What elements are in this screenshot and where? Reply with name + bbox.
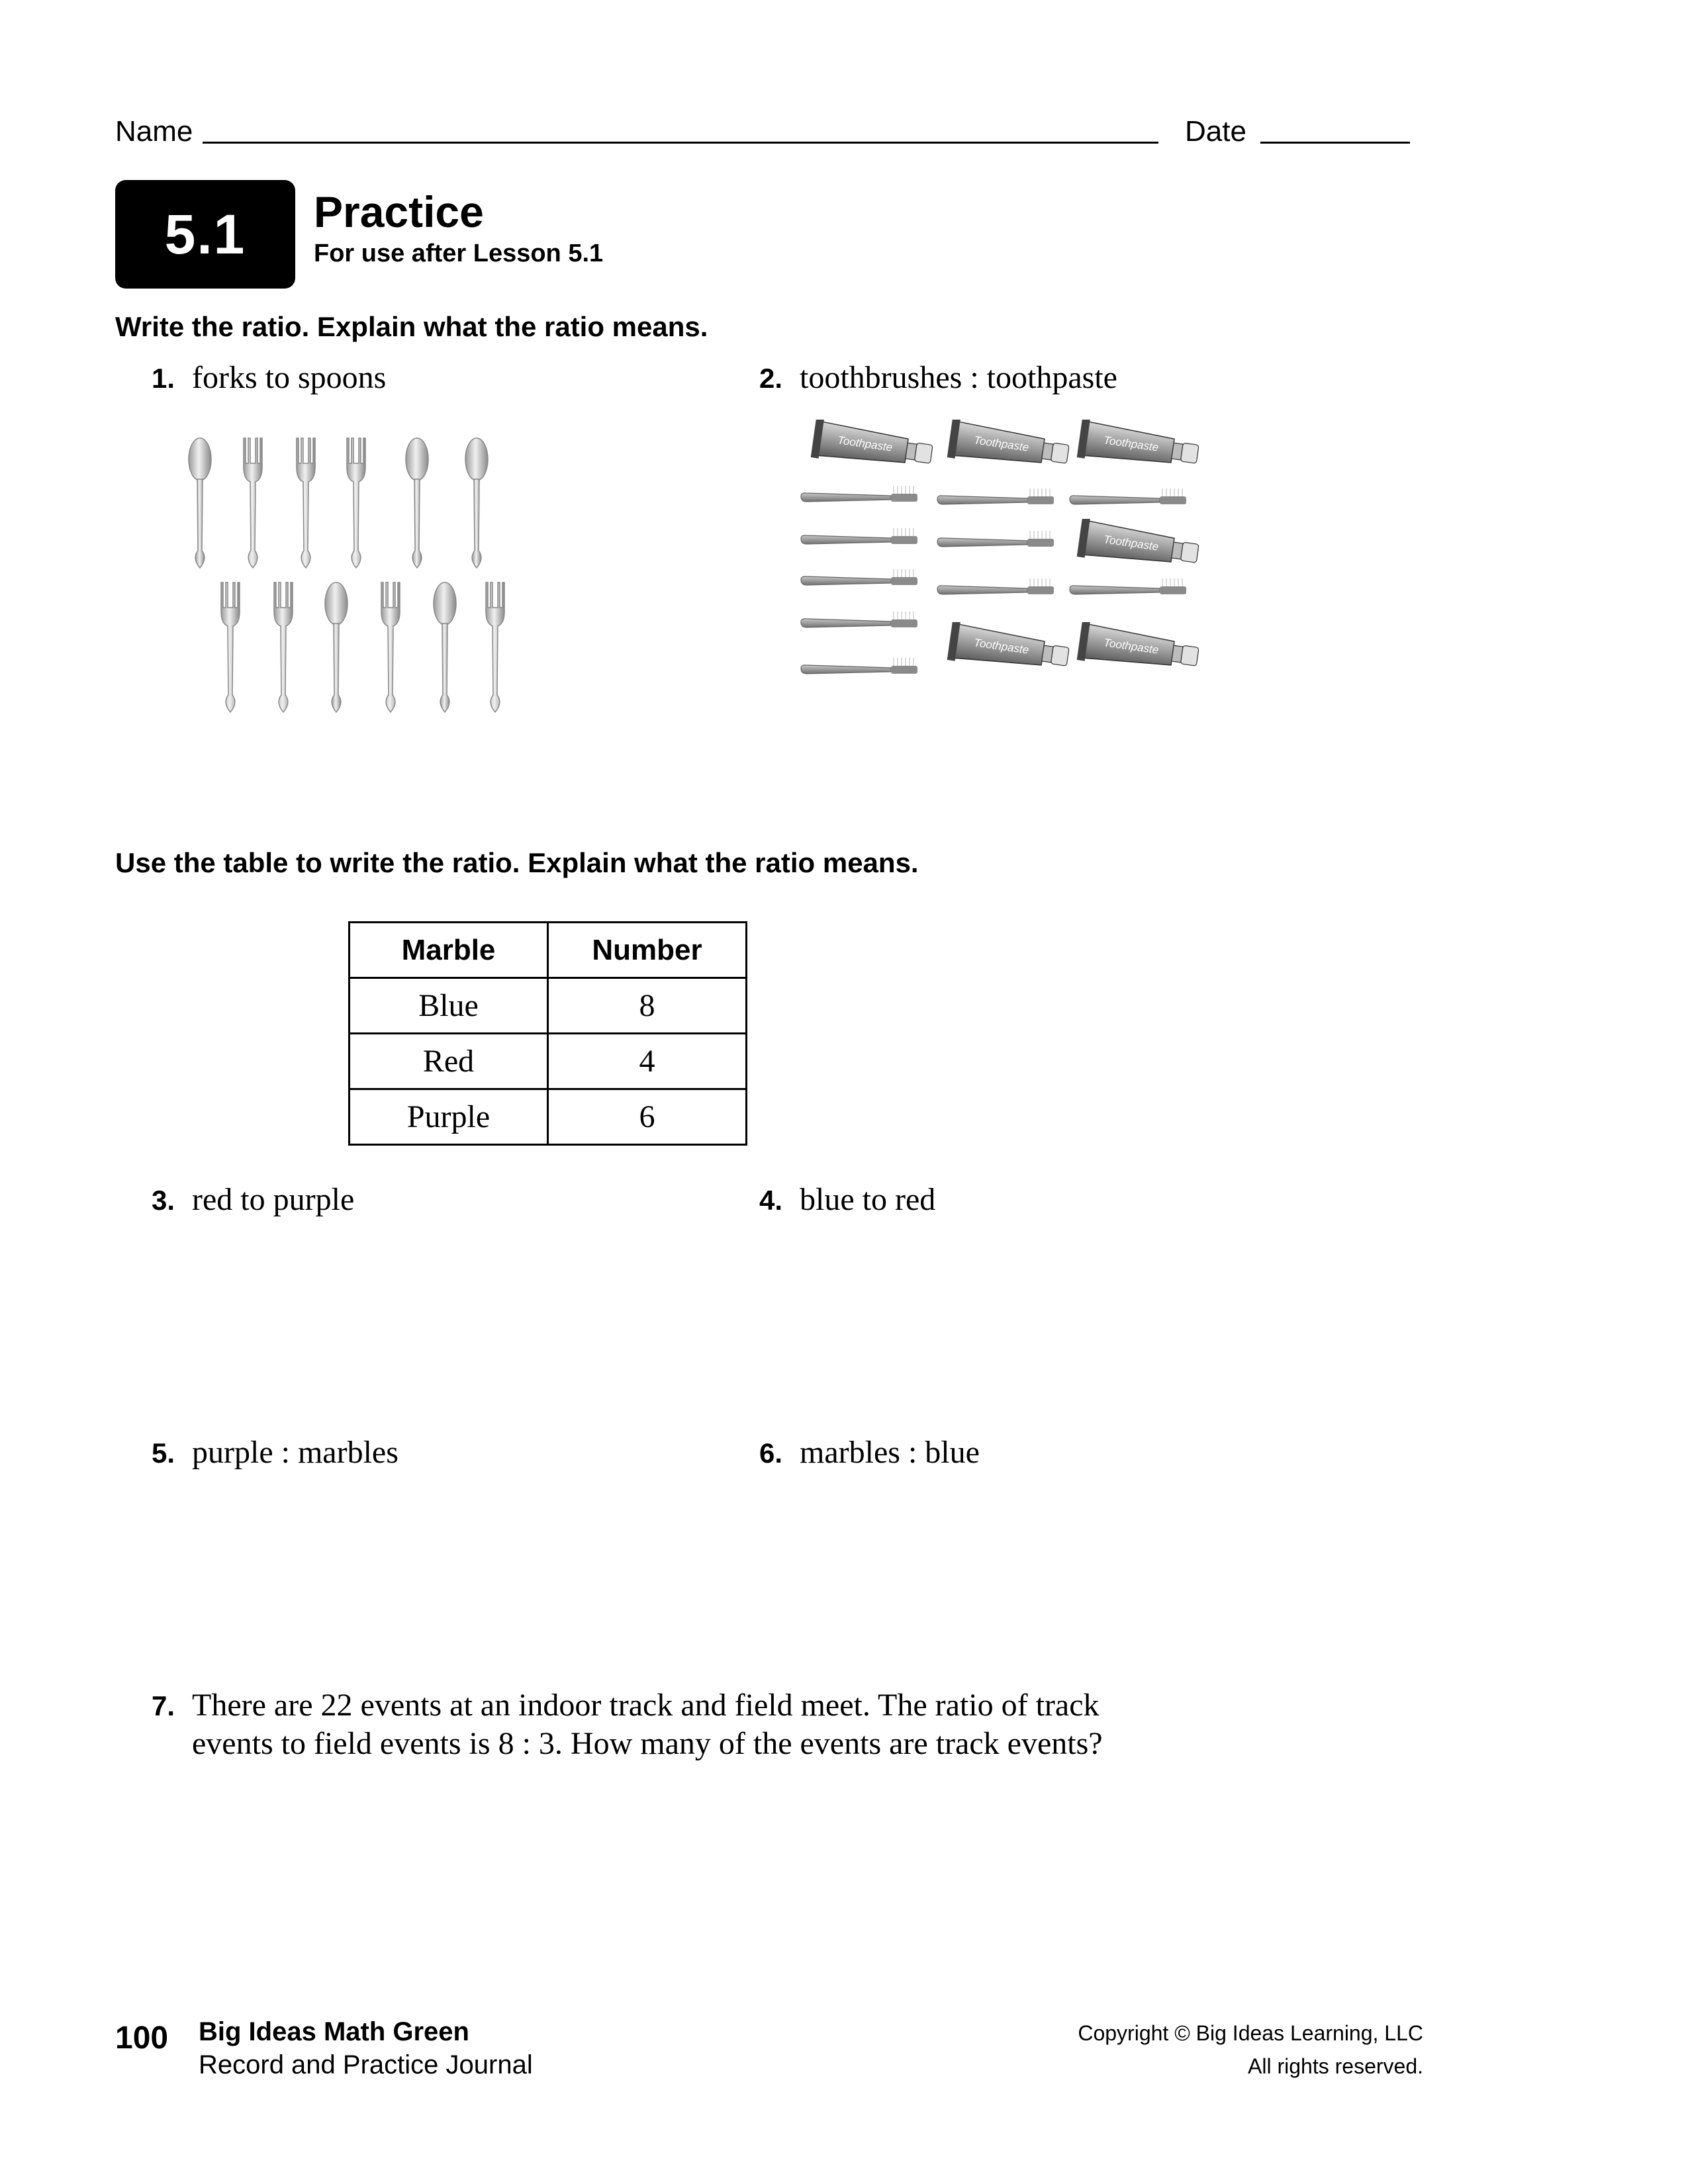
table-row	[350, 1034, 747, 1089]
spoon-icon	[325, 582, 348, 712]
spoon-icon	[189, 438, 211, 568]
toothbrush-icon	[1070, 488, 1186, 504]
date-label: Date	[1185, 115, 1246, 148]
section2-instruction: Use the table to write the ratio. Explain what the ratio means.	[115, 847, 919, 878]
toothpaste-label: Toothpaste	[973, 433, 1030, 454]
toothbrush-icon	[937, 531, 1054, 547]
q7-text-line1: There are 22 events at an indoor track and field meet. The ratio of track	[192, 1688, 1100, 1723]
toothbrush-icon	[1070, 578, 1186, 594]
toothpaste-label: Toothpaste	[1103, 636, 1160, 657]
page-number: 100	[115, 2021, 169, 2056]
fork-icon	[297, 438, 315, 568]
toothpaste-label: Toothpaste	[973, 636, 1030, 657]
fork-icon	[221, 582, 240, 712]
toothbrush-icon	[937, 488, 1054, 504]
marble-table	[348, 921, 747, 1146]
table-cell-marble: Purple	[350, 1089, 548, 1145]
toothbrush-icon	[801, 486, 917, 502]
table-cell-marble: Blue	[350, 978, 548, 1034]
spoon-icon	[434, 582, 456, 712]
page-subtitle: For use after Lesson 5.1	[314, 240, 604, 267]
date-field[interactable]	[1260, 142, 1410, 144]
book-title: Big Ideas Math Green	[199, 2017, 469, 2046]
q3-number: 3.	[151, 1185, 175, 1216]
lesson-badge: 5.1	[115, 180, 295, 289]
table-cell-marble: Red	[350, 1034, 548, 1089]
toothpaste-label: Toothpaste	[837, 433, 894, 454]
q5-text: purple : marbles	[192, 1435, 399, 1470]
forks-spoons-illustration	[179, 430, 523, 721]
table-cell-number: 6	[548, 1089, 747, 1145]
fork-icon	[347, 438, 365, 568]
table-header-row	[350, 923, 747, 978]
q4-text: blue to red	[800, 1182, 936, 1217]
copyright-text: Copyright © Big Ideas Learning, LLC	[1078, 2021, 1423, 2045]
toothpaste-label: Toothpaste	[1103, 433, 1160, 454]
q1-number: 1.	[151, 363, 175, 394]
q2-number: 2.	[759, 363, 782, 394]
rights-text: All rights reserved.	[1248, 2054, 1423, 2078]
fork-icon	[244, 438, 262, 568]
table-cell-number: 8	[548, 978, 747, 1034]
book-subtitle: Record and Practice Journal	[199, 2050, 533, 2079]
table-cell-number: 4	[548, 1034, 747, 1089]
fork-icon	[486, 582, 504, 712]
page-title: Practice	[314, 187, 484, 236]
q6-number: 6.	[759, 1437, 782, 1469]
q5-number: 5.	[151, 1437, 175, 1469]
toothbrush-icon	[801, 612, 917, 627]
fork-icon	[274, 582, 293, 712]
name-label: Name	[115, 115, 193, 148]
spoon-icon	[465, 438, 488, 568]
section1-instruction: Write the ratio. Explain what the ratio means.	[115, 311, 708, 342]
table-header-number: Number	[548, 923, 747, 978]
q7-text-line2: events to field events is 8 : 3. How many of the events are track events?	[192, 1726, 1103, 1761]
name-field[interactable]	[203, 142, 1158, 144]
toothbrush-icon	[801, 569, 917, 585]
fork-icon	[381, 582, 400, 712]
toothbrush-toothpaste-illustration	[798, 417, 1209, 695]
table-header-marble: Marble	[350, 923, 548, 978]
toothbrush-icon	[937, 578, 1054, 594]
toothpaste-label: Toothpaste	[1103, 533, 1160, 553]
spoon-icon	[406, 438, 428, 568]
table-row	[350, 978, 747, 1034]
q3-text: red to purple	[192, 1182, 355, 1217]
q4-number: 4.	[759, 1185, 782, 1216]
table-row	[350, 1089, 747, 1145]
q2-text: toothbrushes : toothpaste	[800, 360, 1117, 395]
q1-text: forks to spoons	[192, 360, 387, 395]
q7-number: 7.	[151, 1690, 175, 1721]
toothbrush-icon	[801, 658, 917, 674]
toothbrush-icon	[801, 528, 917, 544]
q6-text: marbles : blue	[800, 1435, 980, 1470]
